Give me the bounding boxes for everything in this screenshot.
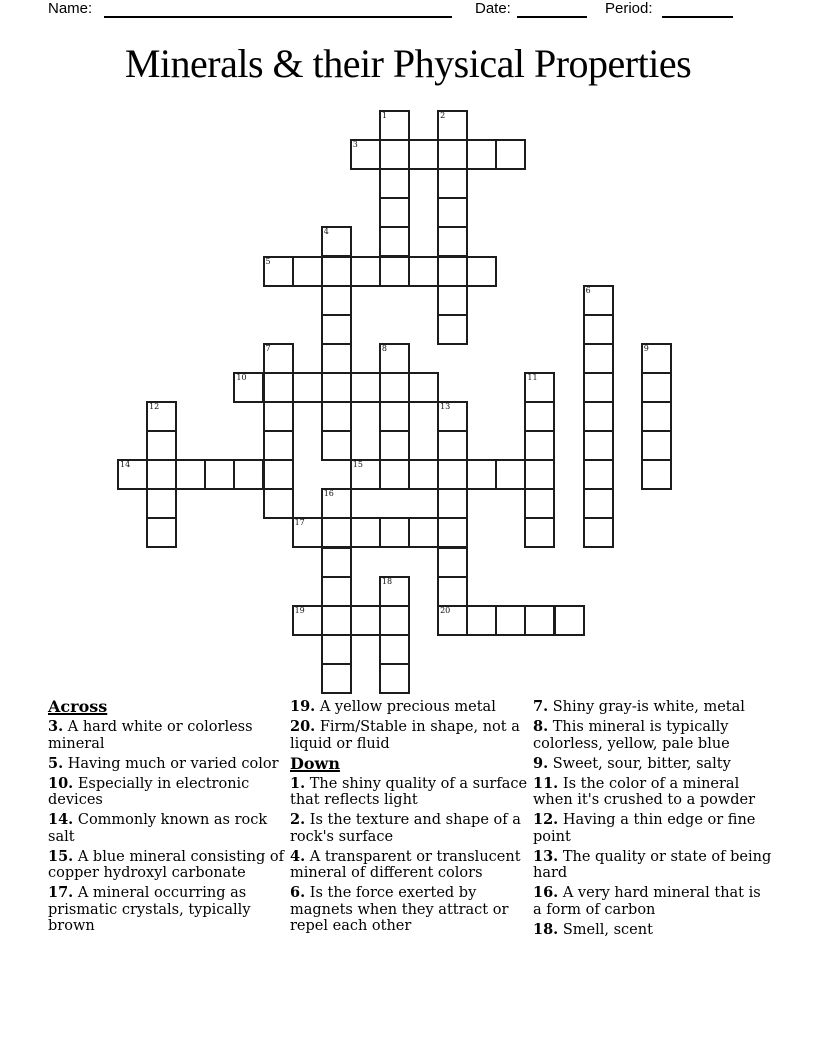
grid-cell[interactable] xyxy=(146,459,177,490)
grid-cell[interactable] xyxy=(437,459,468,490)
grid-clue-number: 11 xyxy=(527,372,538,382)
grid-cell[interactable] xyxy=(408,139,439,170)
grid-clue-number: 19 xyxy=(294,605,305,615)
grid-cell[interactable] xyxy=(554,605,585,636)
grid-cell[interactable] xyxy=(524,459,555,490)
grid-cell[interactable] xyxy=(379,605,410,636)
grid-clue-number: 12 xyxy=(149,402,160,411)
clue-4: 4. A transparent or translucent mineral of different colors xyxy=(290,847,521,881)
grid-clue-number: 17 xyxy=(294,518,305,528)
grid-cell-6[interactable] xyxy=(583,285,614,316)
grid-cell[interactable] xyxy=(524,488,555,519)
grid-cell[interactable] xyxy=(379,168,410,199)
grid-cell[interactable] xyxy=(437,168,468,199)
grid-cell[interactable] xyxy=(292,372,323,403)
grid-cell[interactable] xyxy=(321,663,352,694)
grid-cell[interactable] xyxy=(583,343,614,374)
grid-cell[interactable] xyxy=(641,459,672,490)
grid-clue-number: 20 xyxy=(440,605,451,615)
grid-cell[interactable] xyxy=(379,517,410,548)
grid-cell[interactable] xyxy=(379,663,410,694)
grid-cell-1[interactable] xyxy=(379,110,410,141)
grid-cell[interactable] xyxy=(263,372,294,403)
clue-8: 8. This mineral is typically colorless, yellow, pale blue xyxy=(533,718,730,752)
clue-6: 6. Is the force exerted by magnets when they attract or repel each other xyxy=(290,884,509,934)
grid-clue-number: 8 xyxy=(381,343,387,353)
clue-9: 9. Sweet, sour, bitter, salty xyxy=(533,754,731,772)
name-blank-line[interactable] xyxy=(104,16,452,18)
grid-cell[interactable] xyxy=(321,547,352,578)
grid-cell[interactable] xyxy=(641,401,672,432)
crossword-grid xyxy=(117,110,707,700)
grid-clue-number: 3 xyxy=(352,140,358,150)
grid-cell-11[interactable] xyxy=(524,372,555,403)
grid-cell[interactable] xyxy=(437,197,468,228)
grid-cell[interactable] xyxy=(466,459,497,490)
grid-cell[interactable] xyxy=(641,430,672,461)
grid-cell[interactable] xyxy=(583,314,614,345)
grid-cell[interactable] xyxy=(466,139,497,170)
grid-cell-7[interactable] xyxy=(263,343,294,374)
grid-cell[interactable] xyxy=(408,517,439,548)
grid-cell[interactable] xyxy=(146,488,177,519)
grid-cell[interactable] xyxy=(583,372,614,403)
grid-clue-number: 7 xyxy=(265,343,271,353)
grid-cell[interactable] xyxy=(524,517,555,548)
grid-cell[interactable] xyxy=(263,488,294,519)
grid-cell-2[interactable] xyxy=(437,110,468,141)
grid-cell[interactable] xyxy=(408,372,439,403)
grid-cell[interactable] xyxy=(379,197,410,228)
grid-cell[interactable] xyxy=(437,517,468,548)
grid-cell-20[interactable] xyxy=(437,605,468,636)
grid-cell-3[interactable] xyxy=(350,139,381,170)
grid-cell-13[interactable] xyxy=(437,401,468,432)
clue-3: 3. A hard white or colorless mineral xyxy=(48,718,253,752)
grid-cell[interactable] xyxy=(350,372,381,403)
grid-cell[interactable] xyxy=(408,256,439,287)
clue-11: 11. Is the color of a mineral when it's crushed to a powder xyxy=(533,774,756,808)
across-header: Across xyxy=(48,697,108,716)
grid-cell[interactable] xyxy=(437,430,468,461)
grid-cell[interactable] xyxy=(524,401,555,432)
grid-cell[interactable] xyxy=(437,488,468,519)
clue-18: 18. Smell, scent xyxy=(533,920,653,938)
grid-cell-8[interactable] xyxy=(379,343,410,374)
date-blank-line[interactable] xyxy=(517,16,587,18)
grid-cell[interactable] xyxy=(466,605,497,636)
grid-clue-number: 4 xyxy=(323,227,329,237)
clue-15: 15. A blue mineral consisting of copper hydroxyl carbonate xyxy=(48,847,285,881)
grid-clue-number: 16 xyxy=(323,489,334,499)
grid-cell[interactable] xyxy=(379,430,410,461)
grid-cell-14[interactable] xyxy=(117,459,148,490)
clue-column-down xyxy=(533,699,773,942)
clue-16: 16. A very hard mineral that is a form of carbon xyxy=(533,884,761,918)
period-label: Period: xyxy=(605,0,653,17)
clue-column-middle xyxy=(290,699,532,938)
clue-13: 13. The quality or state of being hard xyxy=(533,847,772,881)
grid-cell[interactable] xyxy=(524,605,555,636)
grid-cell-19[interactable] xyxy=(292,605,323,636)
grid-cell[interactable] xyxy=(263,401,294,432)
grid-cell[interactable] xyxy=(379,459,410,490)
grid-cell[interactable] xyxy=(437,576,468,607)
page-title: Minerals & their Physical Properties xyxy=(124,41,692,86)
grid-cell-16[interactable] xyxy=(321,488,352,519)
grid-cell[interactable] xyxy=(321,285,352,316)
grid-cell[interactable] xyxy=(175,459,206,490)
grid-cell[interactable] xyxy=(583,430,614,461)
grid-cell[interactable] xyxy=(263,459,294,490)
clue-10: 10. Especially in electronic devices xyxy=(48,774,250,808)
clue-17: 17. A mineral occurring as prismatic crystals, typically brown xyxy=(48,884,251,934)
grid-cell-4[interactable] xyxy=(321,226,352,257)
clue-14: 14. Commonly known as rock salt xyxy=(48,811,268,845)
grid-cell[interactable] xyxy=(379,226,410,257)
grid-cell[interactable] xyxy=(321,401,352,432)
grid-cell[interactable] xyxy=(350,517,381,548)
grid-cell[interactable] xyxy=(350,605,381,636)
date-label: Date: xyxy=(475,0,511,17)
grid-cell[interactable] xyxy=(292,256,323,287)
grid-cell[interactable] xyxy=(437,547,468,578)
grid-cell[interactable] xyxy=(583,488,614,519)
grid-cell[interactable] xyxy=(495,605,526,636)
grid-clue-number: 10 xyxy=(236,372,247,382)
grid-clue-number: 9 xyxy=(643,343,649,353)
grid-cell[interactable] xyxy=(437,256,468,287)
grid-cell[interactable] xyxy=(321,605,352,636)
grid-cell[interactable] xyxy=(583,459,614,490)
clue-5: 5. Having much or varied color xyxy=(48,754,279,772)
grid-cell[interactable] xyxy=(408,459,439,490)
grid-cell[interactable] xyxy=(583,401,614,432)
grid-cell[interactable] xyxy=(350,256,381,287)
grid-cell[interactable] xyxy=(321,314,352,345)
grid-cell[interactable] xyxy=(379,372,410,403)
grid-cell-12[interactable] xyxy=(146,401,177,432)
grid-cell[interactable] xyxy=(321,256,352,287)
grid-cell[interactable] xyxy=(437,314,468,345)
grid-cell[interactable] xyxy=(379,256,410,287)
grid-cell[interactable] xyxy=(641,372,672,403)
grid-clue-number: 1 xyxy=(381,111,387,120)
grid-clue-number: 6 xyxy=(585,285,591,295)
grid-cell-9[interactable] xyxy=(641,343,672,374)
clue-20: 20. Firm/Stable in shape, not a liquid or fluid xyxy=(290,718,520,752)
grid-cell[interactable] xyxy=(321,634,352,665)
down-header: Down xyxy=(290,753,340,773)
name-label: Name: xyxy=(48,0,93,17)
grid-cell[interactable] xyxy=(321,343,352,374)
grid-cell[interactable] xyxy=(583,517,614,548)
grid-cell[interactable] xyxy=(437,139,468,170)
grid-cell[interactable] xyxy=(437,226,468,257)
clue-2: 2. Is the texture and shape of a rock's surface xyxy=(290,811,521,845)
grid-clue-number: 5 xyxy=(265,256,271,266)
grid-cell[interactable] xyxy=(379,634,410,665)
grid-cell[interactable] xyxy=(321,576,352,607)
grid-cell[interactable] xyxy=(146,430,177,461)
grid-clue-number: 18 xyxy=(381,576,393,586)
clue-12: 12. Having a thin edge or fine point xyxy=(533,811,756,845)
grid-cell[interactable] xyxy=(263,430,294,461)
grid-cell[interactable] xyxy=(233,459,264,490)
grid-cell[interactable] xyxy=(437,285,468,316)
grid-clue-number: 13 xyxy=(440,402,451,411)
grid-cell-18[interactable] xyxy=(379,576,410,607)
grid-cell[interactable] xyxy=(466,256,497,287)
grid-cell[interactable] xyxy=(379,139,410,170)
grid-cell-5[interactable] xyxy=(263,256,294,287)
grid-clue-number: 15 xyxy=(352,460,363,470)
grid-cell[interactable] xyxy=(146,517,177,548)
grid-clue-number: 2 xyxy=(440,111,446,120)
grid-cell[interactable] xyxy=(524,430,555,461)
period-blank-line[interactable] xyxy=(662,16,733,18)
clue-7: 7. Shiny gray-is white, metal xyxy=(533,698,745,715)
grid-clue-number: 14 xyxy=(120,460,131,470)
grid-cell-15[interactable] xyxy=(350,459,381,490)
clue-19: 19. A yellow precious metal xyxy=(290,698,496,715)
grid-cell[interactable] xyxy=(321,430,352,461)
grid-cell-10[interactable] xyxy=(233,372,264,403)
grid-cell[interactable] xyxy=(379,401,410,432)
grid-cell[interactable] xyxy=(495,459,526,490)
grid-cell[interactable] xyxy=(321,372,352,403)
grid-cell[interactable] xyxy=(495,139,526,170)
grid-cell[interactable] xyxy=(204,459,235,490)
grid-cell-17[interactable] xyxy=(292,517,323,548)
clue-column-across xyxy=(48,699,286,938)
grid-cell[interactable] xyxy=(321,517,352,548)
clue-1: 1. The shiny quality of a surface that reflects light xyxy=(290,774,528,808)
